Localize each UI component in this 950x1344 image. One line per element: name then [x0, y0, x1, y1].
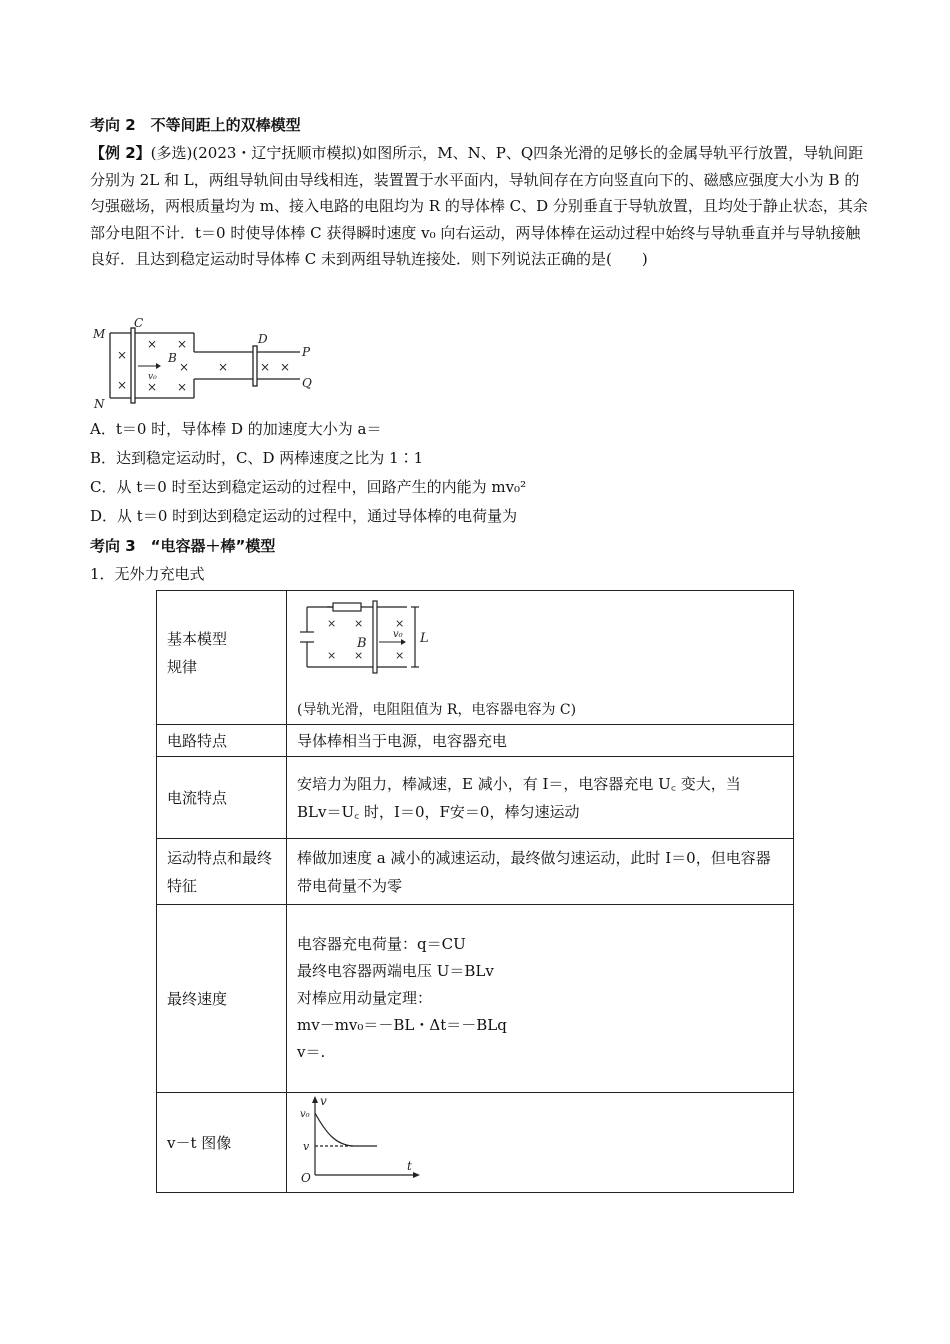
- current-feature-cell: [287, 757, 794, 839]
- current-feature-line-1: 安培力为阻力，棒减速，E 减小，有 I＝，电容器充电 U꜀ 变大，当: [297, 774, 741, 793]
- table-row: [157, 725, 794, 757]
- label-P: P: [302, 345, 311, 359]
- svg-text:×: ×: [117, 378, 128, 392]
- label-N: N: [94, 397, 105, 411]
- graph-axis-v: v: [320, 1094, 327, 1108]
- motion-feature: 棒做加速度 a 减小的减速运动，最终做匀速运动，此时 I＝0，但电容器带电荷量不为零: [287, 839, 794, 905]
- svg-text:×: ×: [117, 348, 128, 362]
- svg-text:×: ×: [147, 337, 158, 351]
- vt-graph: [295, 1093, 425, 1183]
- svg-text:×: ×: [354, 617, 364, 630]
- svg-text:×: ×: [395, 649, 405, 662]
- table-row: [157, 1093, 794, 1193]
- svg-text:×: ×: [327, 617, 337, 630]
- svg-text:×: ×: [177, 380, 188, 394]
- circuit-feature: 导体棒相当于电源，电容器充电: [287, 725, 794, 757]
- table-row: [157, 839, 794, 905]
- label-L: L: [420, 631, 429, 646]
- row-label-current: 电流特点: [157, 757, 287, 839]
- svg-text:×: ×: [280, 360, 291, 374]
- svg-text:×: ×: [179, 360, 190, 374]
- final-speed-line: 最终电容器两端电压 U＝BLv: [297, 962, 494, 980]
- vt-graph-cell: [287, 1093, 794, 1193]
- label-C: C: [134, 316, 144, 330]
- option-b: B．达到稳定运动时，C、D 两棒速度之比为 1∶1: [90, 449, 424, 467]
- row-label-circuit: 电路特点: [157, 725, 287, 757]
- basic-model-cell: [287, 591, 794, 725]
- row-label-final-speed: 最终速度: [157, 905, 287, 1093]
- option-c: C．从 t＝0 时至达到稳定运动的过程中，回路产生的内能为 mv₀²: [90, 478, 527, 496]
- double-rod-figure: [90, 316, 330, 412]
- final-speed-line: 对棒应用动量定理：: [297, 989, 433, 1007]
- graph-label-v: v: [303, 1140, 310, 1153]
- svg-text:×: ×: [354, 649, 364, 662]
- final-speed-line: mv－mv₀＝－BL・Δt＝－BLq: [297, 1016, 507, 1034]
- section-heading-2: 考向 2 不等间距上的双棒模型: [90, 116, 301, 134]
- capacitor-model-table: [156, 590, 794, 1193]
- final-speed-line: v＝.: [297, 1043, 326, 1061]
- label-B: B: [168, 351, 177, 365]
- final-speed-line: 电容器充电荷量：q＝CU: [297, 935, 466, 953]
- example-2-text: (多选)(2023・辽宁抚顺市模拟)如图所示，M、N、P、Q四条光滑的足够长的金属导轨平行放置，导轨间距分别为 2L 和 L，两组导轨间由导线相连，装置置于水平面内，导轨间存在方向竖直向下的、磁感应强度大小为 B 的匀强磁场，两根质量均为 m、接入电路的电阻均为 R 的导体棒 C、D 分别垂直于导轨放置，且均处于静止状态，其余部分电阻不计．t＝0 时使导体棒 C 获得瞬时速度 v₀ 向右运动，两导体棒在运动过程中始终与导轨垂直并与导轨接触良好．且达到稳定运动时导体棒 C 未到两组导轨连接处．则下列说法正确的是( ): [90, 144, 868, 268]
- basic-model-caption: (导轨光滑，电阻阻值为 R，电容器电容为 C): [297, 702, 577, 718]
- svg-text:×: ×: [395, 617, 405, 630]
- row-label-basic-model: 基本模型 规律: [157, 591, 287, 725]
- double-rod-diagram: [90, 316, 330, 412]
- example-2-paragraph: [90, 140, 870, 273]
- example-tag: 【例 2】: [90, 144, 151, 162]
- label-M: M: [93, 327, 106, 341]
- label-B: B: [357, 636, 367, 651]
- label-v0: v₀: [393, 629, 403, 640]
- row-label-motion: 运动特点和最终特征: [157, 839, 287, 905]
- final-speed-cell: [287, 905, 794, 1093]
- capacitor-circuit-diagram: [297, 595, 437, 677]
- graph-label-v0: v₀: [300, 1109, 310, 1120]
- table-row: [157, 905, 794, 1093]
- label-v0: v₀: [148, 372, 157, 382]
- svg-text:×: ×: [177, 337, 188, 351]
- graph-axis-t: t: [407, 1159, 412, 1173]
- label-Q: Q: [302, 376, 312, 390]
- section-3-subtitle: 1．无外力充电式: [90, 565, 205, 583]
- table-row: [157, 591, 794, 725]
- svg-text:×: ×: [327, 649, 337, 662]
- current-feature-line-2: BLv＝U꜀ 时，I＝0，F安＝0，棒匀速运动: [297, 802, 580, 821]
- option-a: A．t＝0 时，导体棒 D 的加速度大小为 a＝: [90, 420, 382, 438]
- graph-origin: O: [301, 1171, 311, 1183]
- svg-text:×: ×: [218, 360, 229, 374]
- svg-text:×: ×: [260, 360, 271, 374]
- table-row: [157, 757, 794, 839]
- option-d: D．从 t＝0 时到达到稳定运动的过程中，通过导体棒的电荷量为: [90, 507, 518, 525]
- row-label-vt-graph: v－t 图像: [157, 1093, 287, 1193]
- section-heading-3: 考向 3 “电容器＋棒”模型: [90, 537, 276, 555]
- svg-text:×: ×: [147, 380, 158, 394]
- label-D: D: [258, 332, 268, 346]
